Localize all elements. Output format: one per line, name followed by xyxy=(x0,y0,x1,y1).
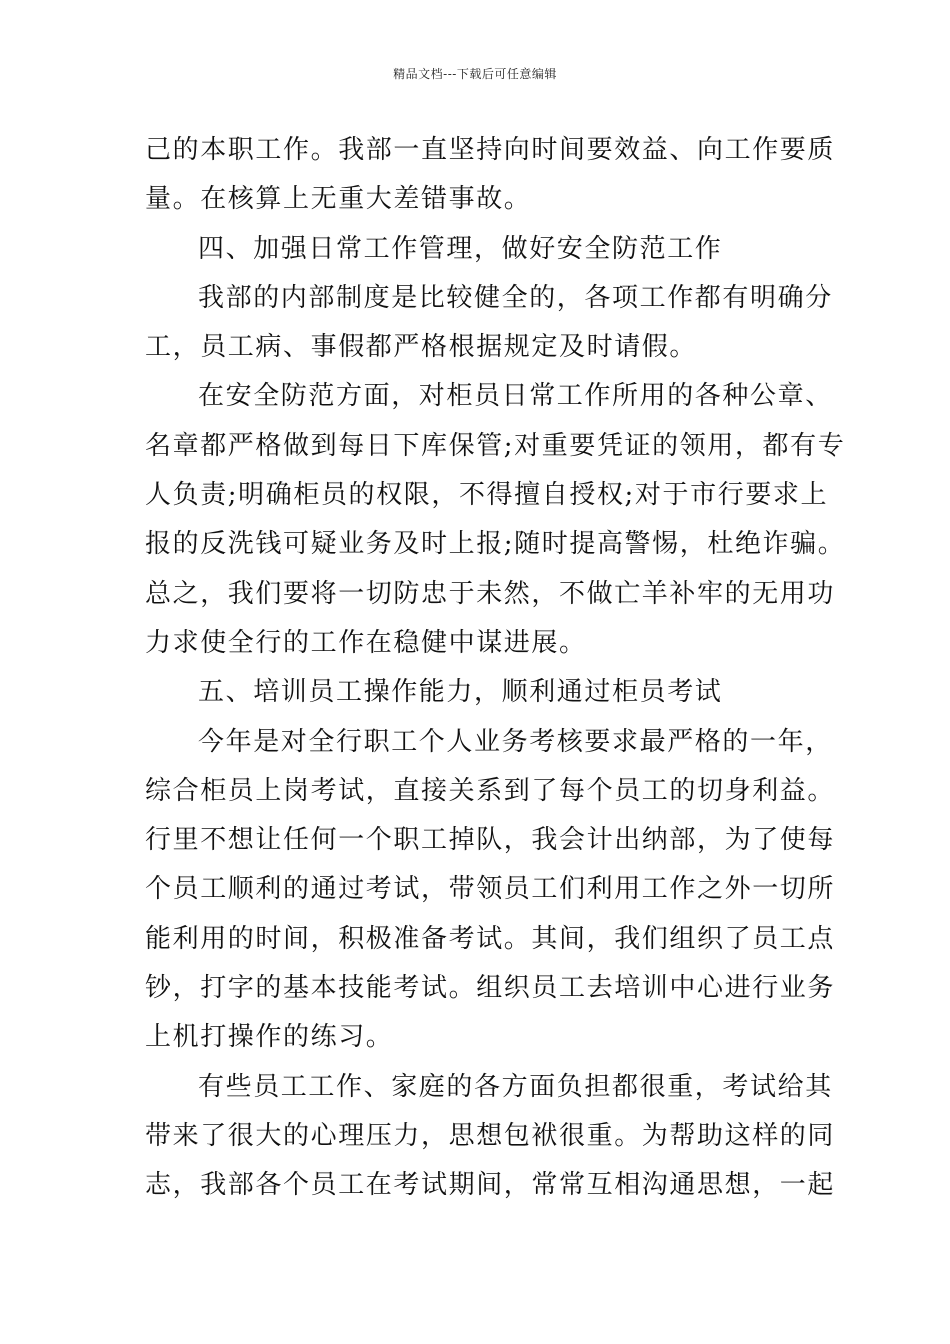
text-line: 个员工顺利的通过考试，带领员工们利用工作之外一切所 xyxy=(145,874,836,905)
text-line: 报的反洗钱可疑业务及时上报;随时提高警惕，杜绝诈骗。 xyxy=(145,529,846,560)
text-line: 带来了很大的心理压力，思想包袱很重。为帮助这样的同 xyxy=(145,1120,836,1151)
text-line: 能利用的时间，积极准备考试。其间，我们组织了员工点 xyxy=(145,923,836,954)
text-line: 有些员工工作、家庭的各方面负担都很重，考试给其 xyxy=(198,1071,833,1102)
text-line: 行里不想让任何一个职工掉队，我会计出纳部，为了使每 xyxy=(145,825,836,856)
text-line: 上机打操作的练习。 xyxy=(145,1022,394,1053)
text-line: 己的本职工作。我部一直坚持向时间要效益、向工作要质 xyxy=(145,135,836,165)
section-heading-four xyxy=(145,225,809,274)
paragraph-continuation xyxy=(145,126,836,225)
text-line: 人负责;明确柜员的权限，不得擅自授权;对于市行要求上 xyxy=(145,480,829,511)
text-line: 综合柜员上岗考试，直接关系到了每个员工的切身利益。 xyxy=(145,775,836,806)
page-header: 精品文档---下载后可任意编辑 xyxy=(393,67,557,81)
paragraph-internal-rules xyxy=(145,274,833,373)
text-line: 工，员工病、事假都严格根据规定及时请假。 xyxy=(145,332,698,363)
text-line: 在安全防范方面，对柜员日常工作所用的各种公章、 xyxy=(198,381,833,412)
paragraph-exam xyxy=(145,718,836,1063)
heading-line: 五、培训员工操作能力，顺利通过柜员考试 xyxy=(198,677,723,708)
text-line: 名章都严格做到每日下库保管;对重要凭证的领用，都有专 xyxy=(145,430,846,461)
text-line: 总之，我们要将一切防忠于未然，不做亡羊补牢的无用功 xyxy=(145,578,836,609)
text-line: 力求使全行的工作在稳健中谋进展。 xyxy=(145,627,587,658)
text-line: 我部的内部制度是比较健全的，各项工作都有明确分 xyxy=(198,282,833,313)
section-heading-five xyxy=(145,668,809,717)
text-line: 今年是对全行职工个人业务考核要求最严格的一年， xyxy=(198,726,833,757)
document-body xyxy=(145,126,846,1211)
text-line: 量。在核算上无重大差错事故。 xyxy=(145,184,532,215)
text-line: 志，我部各个员工在考试期间，常常互相沟通思想，一起 xyxy=(145,1170,836,1201)
text-line: 钞，打字的基本技能考试。组织员工去培训中心进行业务 xyxy=(145,973,836,1004)
heading-line: 四、加强日常工作管理，做好安全防范工作 xyxy=(198,233,723,264)
paragraph-safety xyxy=(145,372,846,668)
paragraph-support xyxy=(145,1063,836,1211)
